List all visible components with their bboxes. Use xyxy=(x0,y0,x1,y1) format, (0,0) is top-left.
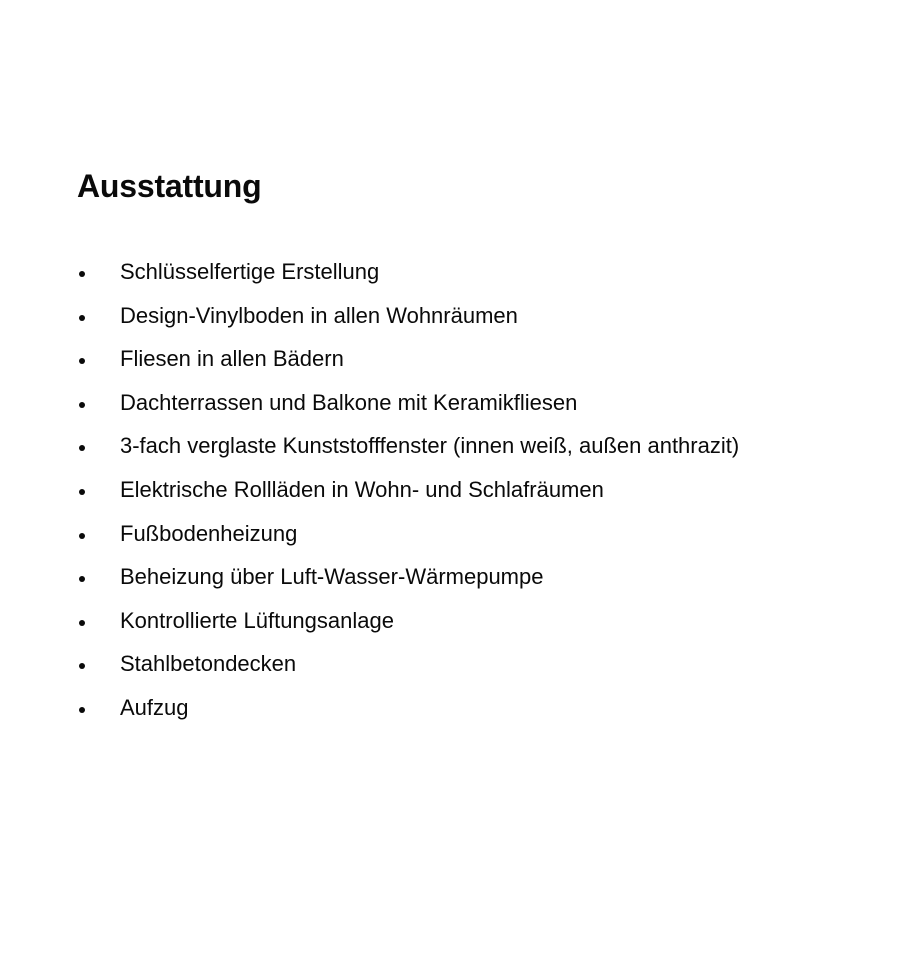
list-item-text: Dachterrassen und Balkone mit Keramikfliesen xyxy=(120,389,578,415)
list-item-text: Beheizung über Luft-Wasser-Wärmepumpe xyxy=(120,564,544,590)
section-title: Ausstattung xyxy=(77,168,262,204)
bullet-icon xyxy=(79,445,85,451)
list-item-text: Schlüsselfertige Erstellung xyxy=(120,259,380,284)
bullet-icon xyxy=(79,358,85,364)
bullet-icon xyxy=(79,315,85,321)
bullet-icon xyxy=(79,533,85,539)
list-item-text: Design-Vinylboden in allen Wohnräumen xyxy=(120,302,518,328)
list-item-text: Kontrollierte Lüftungsanlage xyxy=(120,607,394,633)
list-item-text: Fliesen in allen Bädern xyxy=(120,346,344,372)
list-item-text: Aufzug xyxy=(120,694,189,720)
bullet-icon xyxy=(79,489,85,495)
bullet-icon xyxy=(79,663,85,669)
bullet-icon xyxy=(79,271,85,277)
bullet-icon xyxy=(79,402,85,408)
list-item-text: Stahlbetondecken xyxy=(120,651,297,677)
list-item-text: Elektrische Rollläden in Wohn- und Schlafräumen xyxy=(120,476,604,502)
bullet-icon xyxy=(79,620,85,626)
list-item-text: 3-fach verglaste Kunststofffenster (innen weiß, außen anthrazit) xyxy=(120,433,740,459)
list-item-text: Fußbodenheizung xyxy=(120,520,298,546)
bullet-icon xyxy=(79,707,85,713)
bullet-icon xyxy=(79,576,85,582)
